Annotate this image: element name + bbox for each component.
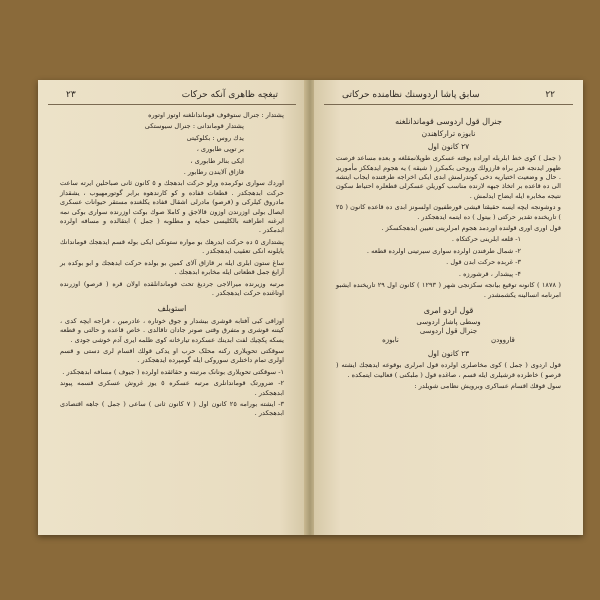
signature-place: قاروودن	[491, 336, 515, 345]
signature-place: نابوزه	[382, 336, 399, 345]
right-page-number: ٢٢	[545, 90, 555, 100]
paragraph: ساغ ستون ابلری ايله بر قازاق آلای كمين بو بولده حركت ايدهجك و ابو بوكده بر آرايغ جمل قطعاتی ايله مخابره ابدهجك .	[60, 258, 284, 277]
paragraph: اوزاقی كبی آفتابه قوشری بيشدار و جوق خوتاره ، عادرمين ، قراجه ايچه كدی ، كيتنه قوشری و متفرق وقتی صونر جادان تاقالدی . خاص قاعده و حالتی و قطعه يسكه پكچيك لفت ابدينك عسكرده تيارخانه كوی ظلمه ايری آدم خوشی جودی .	[60, 316, 284, 344]
signature-line: وسطی پاشار اردوسی	[416, 318, 481, 327]
list-item: ۳- ايشته بورامه ٢٥ كانون اول ( ٧ كانون ثانی ) ساعی ( جمل ) جاهه اقتصادی ابدهجكدر .	[60, 399, 285, 418]
right-page-title: سابق پاشا اردوسنك نظامنده حركاتی	[342, 90, 480, 100]
list-item: ۱- قلعه ابلرينی حركتكاه .	[451, 235, 521, 244]
paragraph: پشتداری ٥ ده حركت ايدرهك بو مواره ستونكی ايكی بوله قسم ايدهجك قوماندانك يايلونه انكی تعقيب ايدهجكدر .	[60, 237, 284, 256]
right-page-body	[314, 105, 583, 399]
paragraph: و دوشونجه ايچه ايسه حقيقتا قيشی قورطفيون اولسونز ابدی ده قاعده كانون ( ٢٥ ) تاریخنده تقدیر حركتی ( بيتول ) ده ايتمه ايدهجكدر .	[336, 203, 561, 221]
list-item: ۱- سوقكتی تحويلاری بونانک مرتبته و حقائقده اولرده ( جيوف ) مسافه ابدهجكدر .	[62, 367, 284, 376]
order-title: قول اردو امری	[423, 305, 474, 315]
date-line: ٢٧ كانون اول	[427, 141, 470, 151]
signature-row	[336, 336, 561, 345]
text-line: ايكی بنالر طابوری ،	[190, 156, 244, 165]
paragraph: قول اوری اوری قولنده اوردمد هجوم امرلرينی تعيين ايدهجكسكز .	[381, 224, 561, 233]
list-item: ۲- ضرورتک قوماندانلری مرتبه عسكره ٥ يوز غروش عسكری قسمه پيوند ابدهجكدر .	[60, 379, 284, 397]
left-page-number: ٢٣	[66, 90, 76, 100]
paragraph: ( جمل ) كوی خط ابلریله اوراده بوقته عسكری طوپلانمقلغه و بعده مساعد فرصت ظهور ايدنجه قدر براه قارزولك وروحی بكمكرز ( شيقه ) يه هجوم ايدهككز مأموريز . حال و وضعيت اختياريه دخی كوندرلمش ابدی ايكی اخراجه طرفتنده ايجاب ايتشه الی ده قاعده بر اتخاذ جبهه لارنده مناسب كوریلن عسكرلی قطعلره احتياط سكون نتيجه مخابره ايله ايضاح ايدلمش .	[336, 154, 561, 200]
left-page-body	[38, 105, 306, 427]
paragraph: سول قوقك اقسام عساكری وبرويش نظامی شويلدر :	[414, 381, 561, 390]
list-item: ۴- پيشدار ، قرشورزه .	[458, 269, 521, 278]
text-line: قازاق آلايندن رطابور .	[183, 168, 244, 177]
paragraph: ( ١٨٧٨ ) كانونه توقيع بيانجه سكزنجی شهر ( ١٢٩٣ ) كانون اول ٢٩ تاریخنده ايشبو امرنامه انسالينه يكشمشدر .	[336, 281, 562, 299]
left-running-head	[48, 80, 296, 105]
right-running-head	[324, 80, 573, 105]
location-heading: نابوزه تراركاهندن	[421, 129, 476, 139]
paragraph: مرتبه وزيرنده ميرالاجی جرديغ تحت قوماندانلقده اولان قره ( قرصو) اوزرنده اوتاغنده حركت ايدهجكدر .	[60, 279, 284, 297]
left-page-title: تیغچه ظاهری آنکه حرکات	[181, 90, 278, 100]
text-line: بر توپی طابوری ،	[196, 145, 244, 154]
date-line: ٢٣ كانون اول	[427, 348, 470, 358]
section-heading: جنرال قول اردوسی قوماندانلغنه	[395, 117, 502, 126]
text-line: پشتدار قوماندانی : جنرال سیوستکی	[144, 122, 244, 131]
paragraph: اوردك سواری نوكرمده ورلو حركت ابدهجك و ٥ كانون ثانی صباحلين ايرته ساعت حركت ابدهجكدر . قطعات قفاده و كو كارندهوه برابر گوتورمهيوب ، يشقداز مادروق كيلركی و (قرصو) مادرلی اشقال قفاده يكلغنده مستقر حيوانات عسكری ايصال بولی اوزرندن اوزون قالاجق و كاملا صوك بوكت اوزرنده سواری بوكی نمه ايرغنه اطرافنه بالكليسی حمايه و مطلوبه ( جمل ) ابتقالده و مسافه اولرده ابدمكدر .	[60, 179, 284, 235]
signature-line: جنرال قول اردوسی	[419, 327, 478, 336]
list-item: ۳- غربده حركت ابدن قول .	[446, 258, 521, 267]
right-page	[314, 80, 583, 535]
paragraph: سوقكتی تحويلاری ركنه محلک حرب او يدكی قولك اقسام لری دستی و قسم اولری تمام داختلری سوروكی ايله گومپرده ايدهجكدر .	[60, 346, 284, 365]
open-book	[38, 80, 583, 535]
list-item: ۲- شمال طرفندن اولرده سواری سيرتينی اولرده قطعه .	[366, 246, 521, 255]
section-heading: استوبلف	[157, 304, 187, 314]
text-line: پشتدار : جنرال ستوقوف قوماندانلغنه اوتوز اوتوره	[148, 111, 284, 119]
paragraph: قول اردوی ( جمل ) كوی مخاصلری اولرده قول امرلری بوقوعه ايدهجك ايشته ( قرصو ) خاطرده قرشيلری ايله قسم ، صاغده قول ( ملبكنی ) فعاليت ايتمكده .	[336, 361, 561, 379]
left-page	[38, 80, 306, 535]
text-line: يدك روس : بكلوكيتی	[186, 133, 244, 142]
